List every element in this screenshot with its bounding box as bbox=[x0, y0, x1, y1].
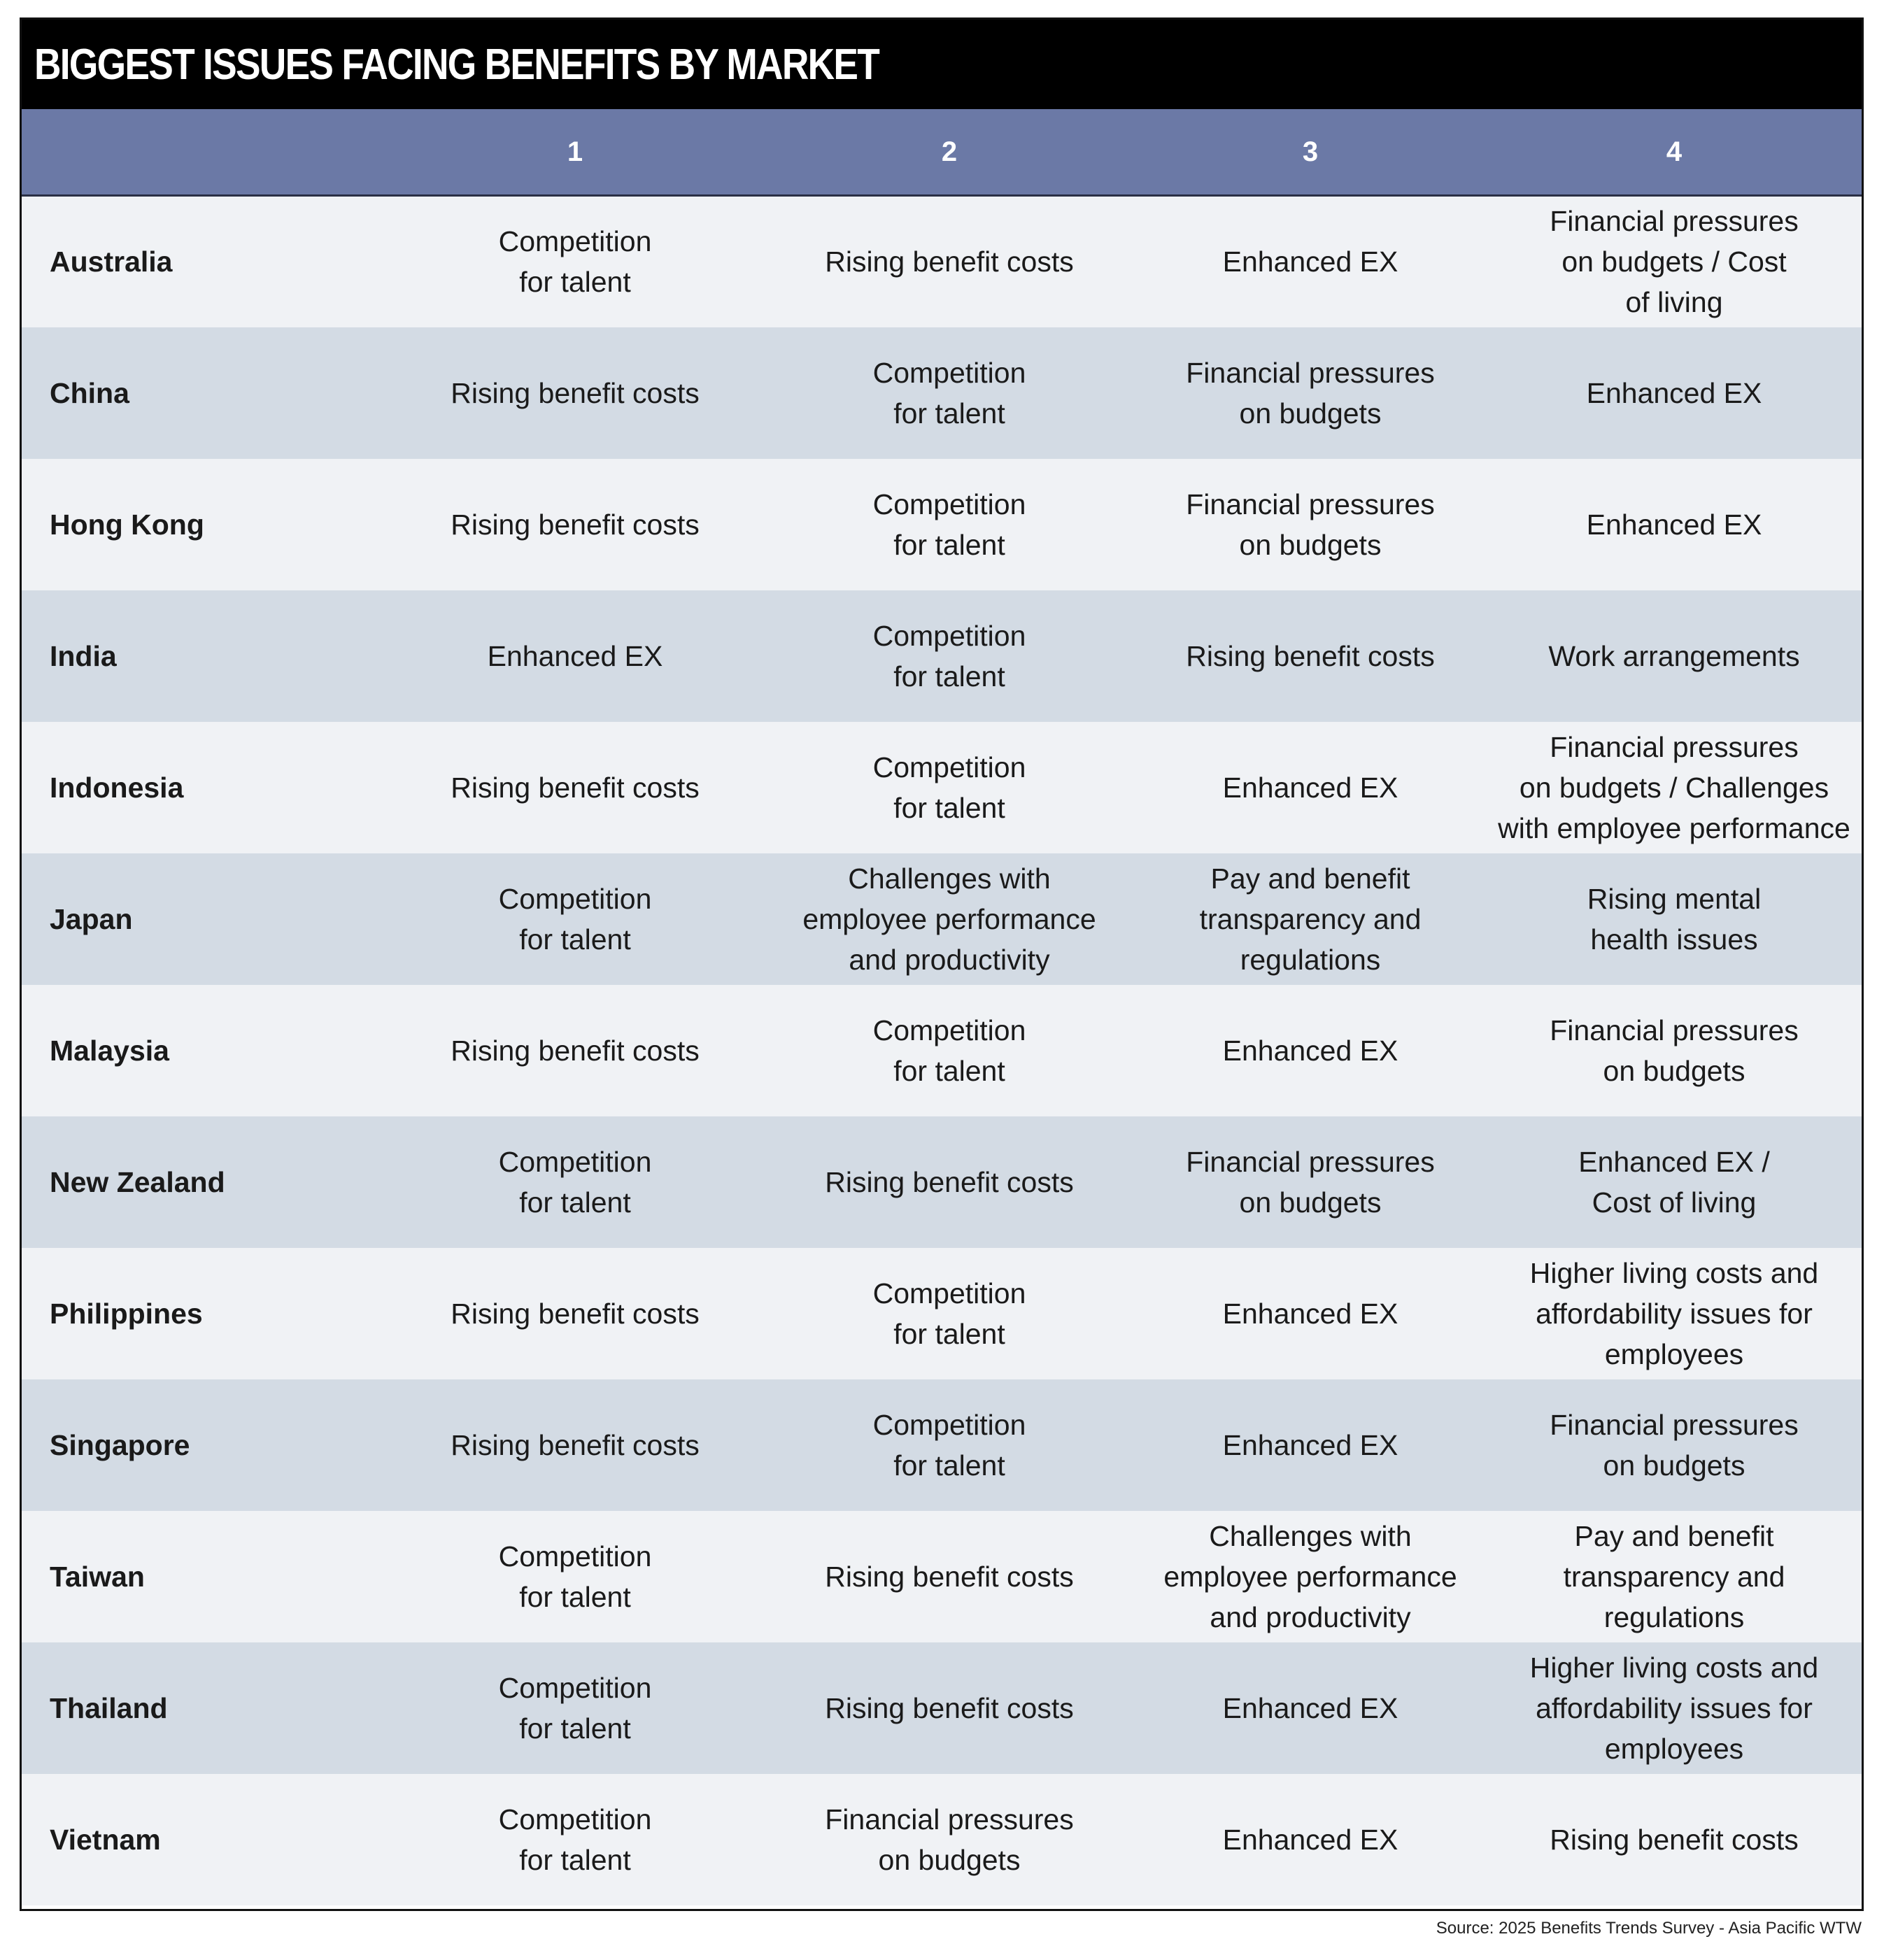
table-row bbox=[22, 1116, 1862, 1248]
cell-text: Work arrangements bbox=[1548, 639, 1800, 672]
table-row bbox=[22, 1642, 1862, 1774]
cell-text: Financial pressures on budgets bbox=[825, 1803, 1074, 1876]
table-cell bbox=[1134, 196, 1487, 327]
table-cell bbox=[385, 1248, 765, 1379]
cell-text: Rising benefit costs bbox=[1550, 1823, 1799, 1856]
cell-text: Financial pressures on budgets / Challenges with employee performance bbox=[1498, 730, 1850, 844]
table-cell bbox=[1134, 1642, 1487, 1774]
market-name: Vietnam bbox=[50, 1823, 161, 1856]
title-bar bbox=[22, 20, 1862, 109]
cell-text: Competition for talent bbox=[872, 356, 1026, 429]
table-cell bbox=[765, 327, 1134, 459]
cell-text: Rising benefit costs bbox=[451, 1034, 700, 1067]
table-cell bbox=[1134, 327, 1487, 459]
table-cell bbox=[385, 590, 765, 722]
column-header-1: 1 bbox=[385, 109, 765, 196]
cell-text: Competition for talent bbox=[498, 882, 652, 956]
cell-text: Enhanced EX bbox=[1586, 376, 1762, 409]
table-cell bbox=[765, 1642, 1134, 1774]
table-cell bbox=[1134, 722, 1487, 853]
table-cell bbox=[385, 1116, 765, 1248]
table-cell bbox=[1134, 1774, 1487, 1905]
market-name: Taiwan bbox=[50, 1560, 145, 1593]
cell-text: Rising benefit costs bbox=[451, 1428, 700, 1461]
cell-text: Competition for talent bbox=[872, 1014, 1026, 1087]
table-cell bbox=[765, 1511, 1134, 1642]
cell-text: Rising benefit costs bbox=[451, 1297, 700, 1330]
market-name: Australia bbox=[50, 246, 173, 278]
cell-text: Enhanced EX / Cost of living bbox=[1578, 1145, 1770, 1219]
cell-text: Rising mental health issues bbox=[1587, 882, 1762, 956]
cell-text: Financial pressures on budgets bbox=[1186, 1145, 1435, 1219]
table-cell bbox=[1487, 1379, 1862, 1511]
cell-text: Competition for talent bbox=[498, 1671, 652, 1745]
table-cell bbox=[1487, 1774, 1862, 1905]
cell-text: Competition for talent bbox=[872, 488, 1026, 561]
table-cell bbox=[765, 1379, 1134, 1511]
table-cell bbox=[385, 459, 765, 590]
table-row bbox=[22, 1248, 1862, 1379]
table-row bbox=[22, 196, 1862, 327]
cell-text: Enhanced EX bbox=[1586, 508, 1762, 541]
table-cell bbox=[1487, 327, 1862, 459]
market-name: Malaysia bbox=[50, 1034, 169, 1067]
table-cell bbox=[1487, 985, 1862, 1116]
cell-text: Enhanced EX bbox=[1222, 246, 1398, 278]
source-note: Source: 2025 Benefits Trends Survey - Asia Pacific WTW bbox=[1436, 1919, 1862, 1938]
cell-text: Financial pressures on budgets / Cost of living bbox=[1550, 205, 1799, 319]
table-row bbox=[22, 985, 1862, 1116]
market-name: India bbox=[50, 639, 117, 672]
table-cell bbox=[1487, 1511, 1862, 1642]
table-cell bbox=[1487, 853, 1862, 985]
table-cell bbox=[1487, 590, 1862, 722]
table-cell bbox=[1487, 196, 1862, 327]
table-cell bbox=[765, 1248, 1134, 1379]
table-row bbox=[22, 853, 1862, 985]
table-row bbox=[22, 590, 1862, 722]
table-cell bbox=[765, 459, 1134, 590]
table-cell bbox=[385, 1642, 765, 1774]
cell-text: Enhanced EX bbox=[1222, 1823, 1398, 1856]
cell-text: Financial pressures on budgets bbox=[1186, 488, 1435, 561]
table-cell bbox=[1487, 722, 1862, 853]
table-row bbox=[22, 327, 1862, 459]
table-cell bbox=[1134, 985, 1487, 1116]
cell-text: Enhanced EX bbox=[487, 639, 663, 672]
column-header-3: 3 bbox=[1134, 109, 1487, 196]
cell-text: Higher living costs and affordability issues for employees bbox=[1529, 1651, 1819, 1765]
table-cell bbox=[1487, 1642, 1862, 1774]
table-row bbox=[22, 722, 1862, 853]
table-cell bbox=[765, 590, 1134, 722]
cell-text: Enhanced EX bbox=[1222, 771, 1398, 804]
table-cell bbox=[765, 853, 1134, 985]
cell-text: Financial pressures on budgets bbox=[1550, 1408, 1799, 1482]
table-cell bbox=[385, 327, 765, 459]
cell-text: Competition for talent bbox=[872, 619, 1026, 693]
column-header-market bbox=[22, 109, 385, 196]
cell-text: Rising benefit costs bbox=[825, 1165, 1074, 1198]
cell-text: Enhanced EX bbox=[1222, 1691, 1398, 1724]
market-name: Singapore bbox=[50, 1428, 190, 1461]
cell-text: Challenges with employee performance and productivity bbox=[1163, 1519, 1457, 1633]
table-cell bbox=[385, 1511, 765, 1642]
table-cell bbox=[385, 1774, 765, 1905]
cell-text: Pay and benefit transparency and regulations bbox=[1199, 862, 1422, 976]
table-row bbox=[22, 459, 1862, 590]
table-cell bbox=[1134, 853, 1487, 985]
cell-text: Enhanced EX bbox=[1222, 1297, 1398, 1330]
market-name: Hong Kong bbox=[50, 508, 204, 541]
column-header-4: 4 bbox=[1487, 109, 1862, 196]
cell-text: Financial pressures on budgets bbox=[1186, 356, 1435, 429]
market-name: Indonesia bbox=[50, 771, 184, 804]
table-cell bbox=[765, 1116, 1134, 1248]
cell-text: Rising benefit costs bbox=[451, 508, 700, 541]
cell-text: Competition for talent bbox=[498, 1803, 652, 1876]
market-name: New Zealand bbox=[50, 1165, 225, 1198]
column-header-2: 2 bbox=[765, 109, 1134, 196]
cell-text: Competition for talent bbox=[872, 751, 1026, 824]
cell-text: Challenges with employee performance and productivity bbox=[802, 862, 1096, 976]
table-cell bbox=[1134, 1511, 1487, 1642]
cell-text: Financial pressures on budgets bbox=[1550, 1014, 1799, 1087]
table-cell bbox=[1134, 459, 1487, 590]
cell-text: Competition for talent bbox=[498, 1540, 652, 1613]
table-cell bbox=[765, 985, 1134, 1116]
cell-text: Rising benefit costs bbox=[825, 1691, 1074, 1724]
table-cell bbox=[765, 196, 1134, 327]
header-row bbox=[22, 109, 1862, 196]
issues-table bbox=[22, 109, 1862, 1905]
table-cell bbox=[385, 1379, 765, 1511]
table-row bbox=[22, 1774, 1862, 1905]
table-frame bbox=[20, 17, 1864, 1911]
cell-text: Competition for talent bbox=[872, 1408, 1026, 1482]
cell-text: Higher living costs and affordability issues for employees bbox=[1529, 1256, 1819, 1370]
cell-text: Rising benefit costs bbox=[825, 1560, 1074, 1593]
market-name: Japan bbox=[50, 902, 133, 935]
table-cell bbox=[385, 985, 765, 1116]
cell-text: Competition for talent bbox=[498, 225, 652, 299]
table-cell bbox=[765, 1774, 1134, 1905]
table-cell bbox=[1487, 459, 1862, 590]
table-row bbox=[22, 1379, 1862, 1511]
cell-text: Enhanced EX bbox=[1222, 1428, 1398, 1461]
table-cell bbox=[385, 853, 765, 985]
cell-text: Rising benefit costs bbox=[825, 246, 1074, 278]
market-name: Thailand bbox=[50, 1691, 168, 1724]
market-name: China bbox=[50, 376, 129, 409]
cell-text: Rising benefit costs bbox=[451, 771, 700, 804]
cell-text: Pay and benefit transparency and regulations bbox=[1563, 1519, 1785, 1633]
table-cell bbox=[1134, 590, 1487, 722]
table-cell bbox=[385, 722, 765, 853]
cell-text: Competition for talent bbox=[872, 1277, 1026, 1350]
cell-text: Rising benefit costs bbox=[451, 376, 700, 409]
table-cell bbox=[385, 196, 765, 327]
table-cell bbox=[765, 722, 1134, 853]
table-cell bbox=[1487, 1248, 1862, 1379]
cell-text: Rising benefit costs bbox=[1186, 639, 1435, 672]
table-cell bbox=[1487, 1116, 1862, 1248]
market-name: Philippines bbox=[50, 1297, 203, 1330]
table-cell bbox=[1134, 1248, 1487, 1379]
table-cell bbox=[1134, 1379, 1487, 1511]
page-title: BIGGEST ISSUES FACING BENEFITS BY MARKET bbox=[34, 40, 879, 89]
table-row bbox=[22, 1511, 1862, 1642]
cell-text: Enhanced EX bbox=[1222, 1034, 1398, 1067]
table-cell bbox=[1134, 1116, 1487, 1248]
cell-text: Competition for talent bbox=[498, 1145, 652, 1219]
